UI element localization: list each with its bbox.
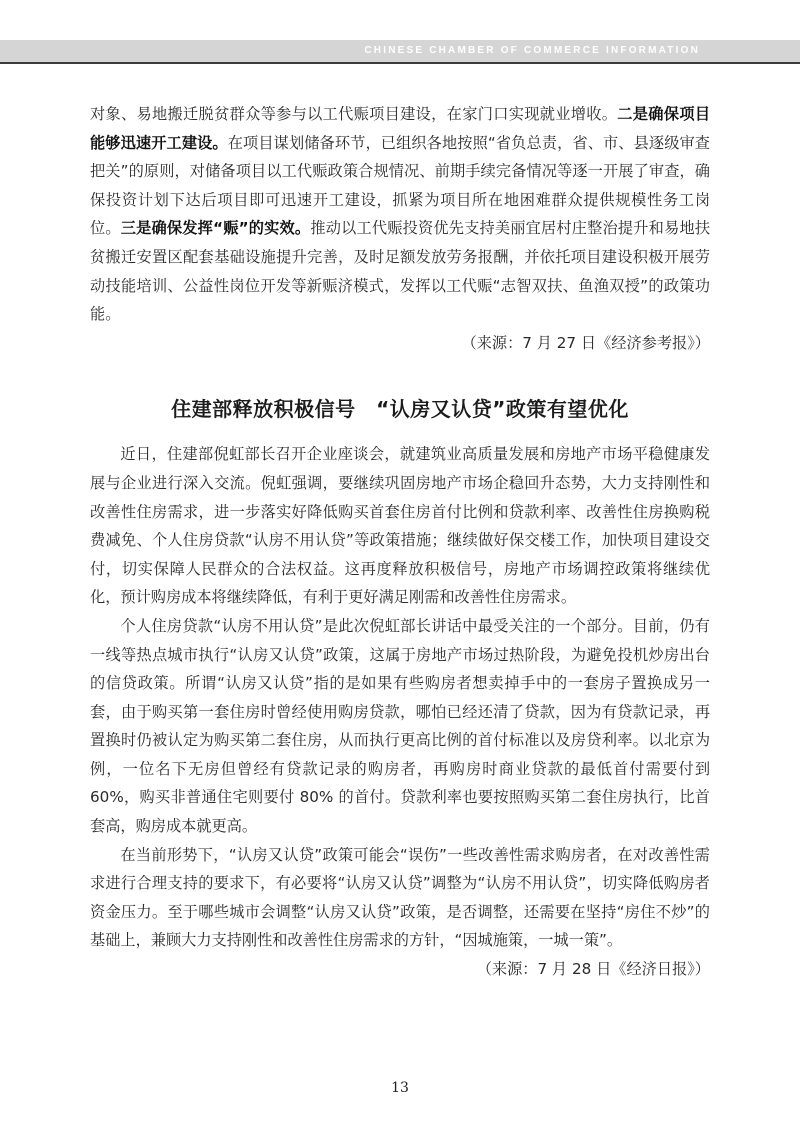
article2-paragraph-2: 个人住房贷款“认房不用认贷”是此次倪虹部长讲话中最受关注的一个部分。目前，仍有一线等热点城市执行“认房又认贷”政策，这属于房地产市场过热阶段，为避免投机炒房出台的信贷政策。所谓“认房又认贷”指的是如果有些购房者想卖掉手中的一套房子置换成另一套，由于购买第一套住房时曾经使用购房贷款，哪怕已经还清了贷款，因为有贷款记录，再置换时仍被认定为购买第二套住房，从而执行更高比例的首付标准以及房贷利率。以北京为例，一位名下无房但曾经有贷款记录的购房者，再购房时商业贷款的最低首付需要付到 60%，购买非普通住宅则要付 80% 的首付。贷款利率也要按照购买第二套住房执行，比首套高，购房成本就更高。 bbox=[90, 616, 710, 836]
publication-title: CHINESE CHAMBER OF COMMERCE INFORMATION bbox=[364, 45, 700, 56]
article1-point2-text: 在项目谋划储备环节，已组织各地按照“省负总责，省、市、县逐级审查把关”的原则，对储备项目以工代赈政策合规情况、前期手续完备情况等逐一开展了审查，确保投资计划下达后项目即可迅速开工建设，抓紧为项目所在地困难群众提供规模性务工岗位。 bbox=[90, 133, 710, 238]
article2-paragraph-3: 在当前形势下，“认房又认贷”政策可能会“误伤”一些改善性需求购房者，在对改善性需求进行合理支持的要求下，有必要将“认房又认贷”调整为“认房不用认贷”，切实降低购房者资金压力。至于哪些城市会调整“认房又认贷”政策，是否调整，还需要在坚持“房住不炒”的基础上，兼顾大力支持刚性和改善性住房需求的方针，“因城施策，一城一策”。 bbox=[90, 845, 710, 950]
header-band bbox=[0, 40, 800, 64]
article2-source: （来源：7 月 28 日《经济日报》） bbox=[476, 960, 710, 979]
article2-title: 住建部释放积极信号 “认房又认贷”政策有望优化 bbox=[171, 397, 629, 422]
page-content bbox=[90, 100, 710, 984]
article1-point2-heading: 二是确保项目能够迅速开工建设。 bbox=[90, 105, 711, 152]
article1-paragraph bbox=[90, 100, 710, 329]
page-number: 13 bbox=[391, 1080, 409, 1096]
article1-para-start: 对象、易地搬迁脱贫群众等参与以工代赈项目建设，在家门口实现就业增收。 bbox=[90, 105, 618, 123]
article1-source: （来源：7 月 27 日《经济参考报》） bbox=[461, 333, 710, 352]
article1-point3-text: 推动以工代赈投资优先支持美丽宜居村庄整治提升和易地扶贫搬迁安置区配套基础设施提升完善，及时足额发放劳务报酬，并依托项目建设积极开展劳动技能培训、公益性岗位开发等新赈济模式，发挥以工代赈“志智双扶、鱼渔双授”的政策功能。 bbox=[90, 219, 711, 324]
article1-point3-heading: 三是确保发挥“赈”的实效。 bbox=[120, 219, 311, 238]
article2-paragraph-1: 近日，住建部倪虹部长召开企业座谈会，就建筑业高质量发展和房地产市场平稳健康发展与企业进行深入交流。倪虹强调，要继续巩固房地产市场企稳回升态势，大力支持刚性和改善性住房需求，进一步落实好降低购买首套住房首付比例和贷款利率、改善性住房换购税费减免、个人住房贷款“认房不用认贷”等政策措施；继续做好保交楼工作，加快项目建设交付，切实保障人民群众的合法权益。这再度释放积极信号，房地产市场调控政策将继续优化，预计购房成本将继续降低，有利于更好满足刚需和改善性住房需求。 bbox=[90, 445, 710, 607]
